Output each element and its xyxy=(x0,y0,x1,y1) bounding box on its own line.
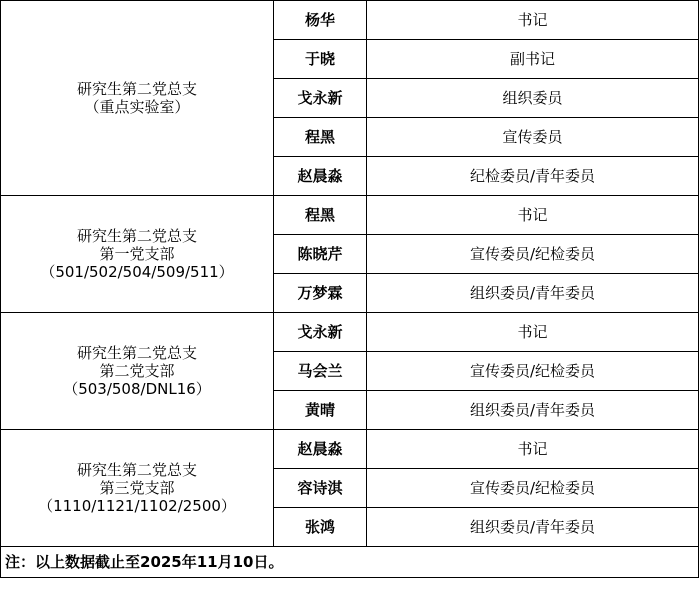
note-row xyxy=(1,547,699,578)
member-name: 万梦霖 xyxy=(274,274,367,313)
table-row xyxy=(1,313,699,352)
member-role: 组织委员/青年委员 xyxy=(367,391,699,430)
group-branch: 第三党支部 xyxy=(99,479,175,497)
table-row xyxy=(1,430,699,469)
data-cutoff-note: 注：以上数据截止至2025年11月10日。 xyxy=(1,547,699,578)
member-role: 书记 xyxy=(367,196,699,235)
group-label-cell xyxy=(1,430,274,547)
group-title: 研究生第二党总支 xyxy=(76,461,197,479)
group-rooms: （1110/1121/1102/2500） xyxy=(38,497,236,515)
group-label-cell xyxy=(1,196,274,313)
member-name: 张鸿 xyxy=(274,508,367,547)
member-name: 马会兰 xyxy=(274,352,367,391)
group-label-cell xyxy=(1,313,274,430)
member-role: 宣传委员 xyxy=(367,118,699,157)
member-name: 戈永新 xyxy=(274,79,367,118)
member-name: 黄晴 xyxy=(274,391,367,430)
member-name: 程黑 xyxy=(274,118,367,157)
member-role: 宣传委员/纪检委员 xyxy=(367,469,699,508)
member-name: 陈晓芹 xyxy=(274,235,367,274)
group-branch: 第二党支部 xyxy=(99,362,175,380)
group-subtitle: （重点实验室） xyxy=(84,98,190,116)
member-name: 程黑 xyxy=(274,196,367,235)
member-role: 宣传委员/纪检委员 xyxy=(367,235,699,274)
member-role: 宣传委员/纪检委员 xyxy=(367,352,699,391)
table-row xyxy=(1,1,699,40)
group-title: 研究生第二党总支 xyxy=(76,227,197,245)
member-name: 杨华 xyxy=(274,1,367,40)
group-title: 研究生第二党总支 xyxy=(76,80,197,98)
group-rooms: （503/508/DNL16） xyxy=(63,380,211,398)
member-name: 赵晨淼 xyxy=(274,430,367,469)
group-label-cell xyxy=(1,1,274,196)
table-row xyxy=(1,196,699,235)
group-branch: 第一党支部 xyxy=(99,245,175,263)
member-role: 纪检委员/青年委员 xyxy=(367,157,699,196)
member-role: 书记 xyxy=(367,430,699,469)
member-name: 容诗淇 xyxy=(274,469,367,508)
member-name: 赵晨淼 xyxy=(274,157,367,196)
member-role: 组织委员/青年委员 xyxy=(367,508,699,547)
member-name: 戈永新 xyxy=(274,313,367,352)
member-role: 副书记 xyxy=(367,40,699,79)
group-title: 研究生第二党总支 xyxy=(76,344,197,362)
member-role: 书记 xyxy=(367,1,699,40)
group-rooms: （501/502/504/509/511） xyxy=(40,263,234,281)
member-name: 于晓 xyxy=(274,40,367,79)
member-role: 书记 xyxy=(367,313,699,352)
member-role: 组织委员/青年委员 xyxy=(367,274,699,313)
member-role: 组织委员 xyxy=(367,79,699,118)
